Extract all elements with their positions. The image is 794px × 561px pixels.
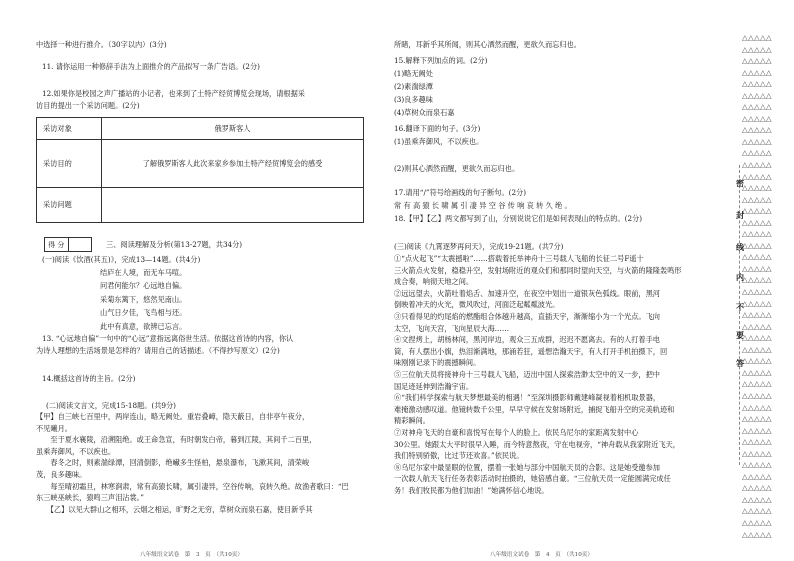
text-line: ①“点火起飞”“太震撼啦”……搭载着托举神舟十三号载人飞船的长征二号F遥十 bbox=[394, 254, 644, 263]
seal-word: 封 bbox=[736, 210, 744, 220]
text-line: 成合奏，响彻天地之间。 bbox=[394, 277, 474, 287]
triangle-pattern: △△△△△ △△△△△ △△△△△ △△△△△ △△△△△ △△△△△ △△△△△ △△△△△ △△△△△ △△△△△ △△△△△ △△△△△ △△△△△ △△△△△ △△△△△ △△△△△ △△△△△ △△△△△ △△△△△ △△△△△ △△△△△ △△△△△ △△△△△ △△△△△ △△△△△ △△△△△ △△△△△ △△△△△ △△△△△ △△△△△ △△△△△ △△△△△ △△△△△ △△△△△ △△△△△ △△△△△ △△△△△ △△△△△ △△△△△ △△△△△ △△△△△ △△△△△ △△△△△ △△△△△ bbox=[742, 33, 772, 539]
text-line: 我们特别骄傲，比过节还欢喜。”依民说。 bbox=[394, 451, 524, 461]
table-value: 了解俄罗斯客人此次来家乡参加土特产经贸博览会的感受 bbox=[102, 140, 364, 188]
part-2-title: (二)阅读文言文，完成15-18题。(共9分) bbox=[46, 401, 176, 410]
text-line: ⑤三位航天员将接神舟十三号载人飞船，迈出中国人探索浩渺太空中的又一步，把中 bbox=[394, 369, 660, 379]
text-line: 筒，有人摆出小旗，热泪渐满地，那涌若狂，遥想浩瀚天宇，有人打开手机拍摄下，回 bbox=[394, 346, 668, 356]
text-line: 味刚刚记录下的震撼瞬间。 bbox=[394, 358, 481, 368]
question-13-line1: 13. “心远地自偏”一句中的“心远”意指远离俗世生活。依据这首诗的内容，你认 bbox=[42, 334, 294, 343]
text-line: 倒映着冲天的火光，微风吹过，河面泛起粼粼波光。 bbox=[394, 300, 560, 310]
seal-word: 要 bbox=[736, 330, 744, 340]
question-12-line1: 12.如果你是校园之声广播站的小记者，也来到了土特产经贸博览会现场，请根据采 bbox=[42, 89, 305, 98]
text-line: 每至晴初霜旦，林寒涧肃，常有高猿长啸，属引凄异，空谷传响，哀转久绝。故渔者歌曰：“巴 bbox=[36, 481, 349, 491]
left-top-line: 中选择一种进行推介。（30字以内）(3分) bbox=[36, 40, 167, 49]
text-line: 虽乘奔御风，不以疾也。 bbox=[36, 446, 116, 456]
answer-blank[interactable] bbox=[102, 188, 364, 223]
text-line: 30公里。她跟太大平时很早入睡，而今特意熬夜，守在电视旁，“神舟载从我家附近飞天， bbox=[394, 439, 680, 449]
text-line: ③只看得见的灼尾焰的燃酯组合体越升越高，直插天宇，渐渐缩小为一个光点。飞向 bbox=[394, 311, 660, 321]
q15-item: (2)素湍绿潭 bbox=[394, 82, 433, 91]
text-line: ⑧乌尼尔家中最显眼的位置，摆着一张她与部分中国航天员的合影。这是她受邀参加 bbox=[394, 462, 660, 472]
q15-item: (4)草树众而泉石嘉 bbox=[394, 108, 455, 117]
text-line: 东三峡巫峡长，猿鸣三声泪沾裳。” bbox=[36, 493, 144, 503]
table-value: 俄罗斯客人 bbox=[102, 118, 364, 140]
table-row bbox=[37, 118, 364, 140]
text-line: 国足迹延伸到浩瀚宇宙。 bbox=[394, 381, 474, 391]
classical-text bbox=[36, 411, 376, 515]
article-text bbox=[394, 253, 730, 496]
table-label: 采访问题 bbox=[37, 188, 102, 223]
text-line: 精彩瞬间。 bbox=[394, 416, 430, 426]
q16-item: (1)虽乘奔御风，不以疾也。 bbox=[394, 137, 484, 146]
right-footer: 八年级语文试卷 第 4 页 （共10页） bbox=[490, 552, 593, 558]
poem-line: 此中有真意，欲辨已忘言。 bbox=[100, 321, 187, 331]
score-box bbox=[44, 237, 92, 252]
interview-table bbox=[36, 117, 364, 223]
poem-line: 山气日夕佳，飞鸟相与还。 bbox=[100, 308, 187, 318]
q17-sentence: 常 有 高 猿 长 啸 属 引 凄 异 空 谷 传 响 哀 转 久 绝 。 bbox=[394, 201, 572, 210]
part-1-title: (一)阅读《饮酒(其五)》，完成13—14题。(共4分) bbox=[42, 255, 201, 264]
question-13-line2: 为诗人理想的生活场景是怎样的？请用自己的话描述。（不得抄写原文）(2分) bbox=[36, 346, 280, 355]
seal-word: 密 bbox=[736, 178, 744, 188]
text-line: 务！我们牧民都为他们加油！”她满怀信心地说。 bbox=[394, 485, 549, 495]
text-line: 茂，良多趣味。 bbox=[36, 469, 87, 479]
seal-word: 答 bbox=[736, 358, 744, 368]
question-17: 17.请用“/”符号给画线的句子断句。(2分) bbox=[394, 188, 527, 197]
left-page bbox=[0, 0, 386, 561]
right-page bbox=[386, 0, 732, 561]
score-label: 得 分 bbox=[45, 238, 69, 251]
poem-line: 结庐在人境，而无车马喧。 bbox=[100, 268, 187, 277]
seal-word: 不 bbox=[736, 302, 744, 312]
seal-word: 线 bbox=[736, 242, 744, 252]
text-line: 至于夏水襄陵，沿溯阻绝。或王命急宣，有时朝发白帝，暮到江陵，其间千二百里， bbox=[36, 435, 317, 445]
section-3-heading: 三、阅读理解及分析(第13-27题，共34分) bbox=[106, 240, 243, 249]
text-line: ⑥“我们科学探索与航天梦想最美的相遇！”至深圳摄影师戴建峰凝视着相机取景器， bbox=[394, 393, 661, 403]
score-value[interactable] bbox=[69, 238, 92, 251]
text-line: 不见曦月。 bbox=[36, 423, 72, 433]
question-12-line2: 访目的提出一个采访问题。(2分) bbox=[36, 101, 140, 110]
text-line: 春冬之时，则素湍绿潭，回清倒影，绝𪩘多生怪柏，悬泉瀑布，飞漱其间，清荣峻 bbox=[36, 458, 310, 468]
left-footer: 八年级语文试卷 第 3 页 （共10页） bbox=[140, 552, 243, 558]
q16-item: (2)则其心洒然而醒，更欲久而忘归也。 bbox=[394, 164, 520, 173]
question-16: 16.翻译下面的句子。(3分) bbox=[394, 124, 481, 133]
table-label: 采访目的 bbox=[37, 140, 102, 188]
question-15: 15.解释下列加点的词。(2分) bbox=[394, 56, 488, 65]
q15-item: (3)良多趣味 bbox=[394, 95, 433, 104]
poem bbox=[100, 266, 186, 333]
text-line: 太空，飞向天宫，飞向星辰大海…… bbox=[394, 323, 510, 333]
text-line: 难掩激动感叹道。他镜转数千公里，早早守候在发射场附近，捕捉飞船升空的完美轨迹和 bbox=[394, 404, 675, 414]
right-top-line: 所睹，耳新乎其所闻，则其心洒然而醒，更欲久而忘归也。 bbox=[394, 40, 581, 49]
question-18: 18.【甲】【乙】两文都写到了山，分别说说它们是如何表现山的特点的。(2分) bbox=[394, 214, 643, 223]
table-row bbox=[37, 140, 364, 188]
poem-line: 采菊东篱下，悠然见南山。 bbox=[100, 294, 187, 304]
table-row bbox=[37, 188, 364, 223]
text-line: ⑦对神舟飞天的自豪和喜悦写在每个人的脸上。依民乌尼尔的家距离发射中心 bbox=[394, 427, 639, 437]
question-14: 14.概括这首诗的主旨。(2分) bbox=[42, 374, 136, 383]
text-line: ④文捏烤上，胡杨林间，黑河岸边，观众三五成群，迟迟不愿离去。有的人打着手电 bbox=[394, 335, 660, 345]
text-line: 一次载人航天飞行任务表彰活动时拍摄的，她倍感自豪。“三位航天员一定能圆满完成任 bbox=[394, 474, 671, 484]
seal-word: 内 bbox=[736, 272, 744, 282]
text-line: ②远远望去，火箭吐着焰舌、加速升空，在夜空中划出一道银灰色弧线。眼前，黑河 bbox=[394, 288, 660, 298]
poem-line: 问君何能尔？心远地自偏。 bbox=[100, 281, 187, 291]
text-line: 三火箭点火发射，稳稳升空，发射场附近的观众们和那同时望向天空，与火箭的隆隆轰鸣形 bbox=[394, 265, 682, 275]
part-3-title: (三)阅读《九霄逐梦再问天》，完成19-21题。(共7分) bbox=[394, 242, 564, 251]
text-line: 【甲】自三峡七百里中，两岸连山，略无阙处。重岩叠嶂，隐天蔽日，自非亭午夜分， bbox=[36, 412, 310, 421]
q15-item: (1)略无阙处 bbox=[394, 69, 433, 78]
table-label: 采访对象 bbox=[37, 118, 102, 140]
text-line: 【乙】以见大群山之相环，云烟之相运，旷野之无穷，草树众而泉石嘉，使目新乎其 bbox=[36, 504, 313, 514]
question-11: 11. 请你运用一种修辞手法为上面推介的产品拟写一条广告语。(2分) bbox=[42, 62, 260, 71]
